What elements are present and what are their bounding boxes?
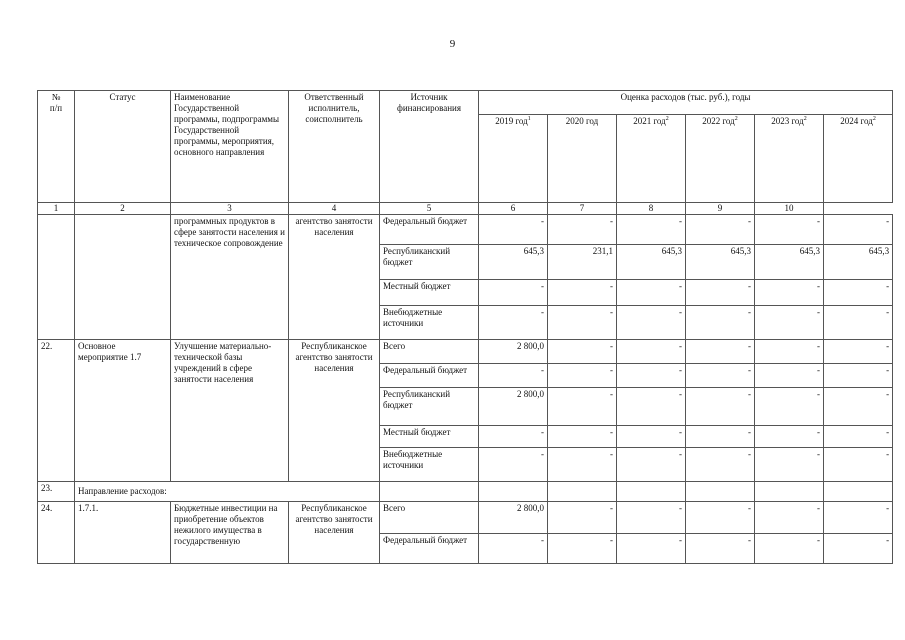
row-value: - — [548, 448, 617, 482]
row-number: 24. — [38, 502, 75, 564]
row-value: - — [617, 364, 686, 388]
row-value: - — [617, 306, 686, 340]
row-value: - — [617, 215, 686, 245]
row-value: - — [686, 340, 755, 364]
header-year-2020: 2020 год — [548, 115, 617, 203]
empty-cell — [755, 482, 824, 502]
column-number: 1 — [38, 203, 75, 215]
row-value: 645,3 — [824, 245, 893, 280]
table-row — [38, 502, 893, 534]
row-value: - — [755, 340, 824, 364]
row-number — [38, 215, 75, 340]
row-value: - — [548, 502, 617, 534]
row-value: - — [617, 426, 686, 448]
row-status — [75, 215, 171, 340]
row-value: 231,1 — [548, 245, 617, 280]
row-value: - — [824, 340, 893, 364]
row-status: 1.7.1. — [75, 502, 171, 564]
row-funding-source: Республиканский бюджет — [380, 245, 479, 280]
empty-cell — [686, 482, 755, 502]
column-number: 3 — [171, 203, 289, 215]
row-responsible: Республиканское агентство занятости населения — [289, 502, 380, 564]
page-number: 9 — [449, 38, 456, 50]
row-value: - — [824, 426, 893, 448]
row-value: - — [548, 215, 617, 245]
table-row — [38, 215, 893, 245]
header-program-name: Наименование Государственной программы, подпрограммы Государственной программы, мероприятия, основного направления — [171, 91, 289, 203]
row-funding-source: Всего — [380, 502, 479, 534]
header-year-2023: 2023 год$^2$ — [755, 115, 824, 203]
header-status: Статус — [75, 91, 171, 203]
row-value: - — [686, 502, 755, 534]
row-responsible: Республиканское агентство занятости населения — [289, 340, 380, 482]
row-value: - — [548, 388, 617, 426]
row-value: - — [617, 534, 686, 564]
row-value: - — [755, 388, 824, 426]
row-status: Основное мероприятие 1.7 — [75, 340, 171, 482]
row-value: 645,3 — [755, 245, 824, 280]
row-program-name: Улучшение материально-технической базы учреждений в сфере занятости населения — [171, 340, 289, 482]
row-value: - — [548, 426, 617, 448]
header-year-2021: 2021 год$^2$ — [617, 115, 686, 203]
row-value: - — [617, 388, 686, 426]
row-value: - — [824, 306, 893, 340]
row-value: - — [755, 448, 824, 482]
row-value: - — [617, 502, 686, 534]
empty-cell — [380, 482, 479, 502]
header-year-2019: 2019 год$^1$ — [479, 115, 548, 203]
row-value: 2 800,0 — [479, 502, 548, 534]
row-value: - — [548, 280, 617, 306]
row-funding-source: Внебюджетные источники — [380, 306, 479, 340]
row-value: 645,3 — [617, 245, 686, 280]
row-value: - — [686, 306, 755, 340]
row-program-name: Бюджетные инвестиции на приобретение объектов нежилого имущества в государственную — [171, 502, 289, 564]
row-value: - — [686, 280, 755, 306]
column-number: 9 — [686, 203, 755, 215]
budget-table — [37, 90, 893, 564]
column-number: 8 — [617, 203, 686, 215]
empty-cell — [548, 482, 617, 502]
row-value: - — [479, 426, 548, 448]
row-value: - — [686, 426, 755, 448]
empty-cell — [479, 482, 548, 502]
row-funding-source: Всего — [380, 340, 479, 364]
column-number: 2 — [75, 203, 171, 215]
row-value: - — [479, 448, 548, 482]
row-funding-source: Федеральный бюджет — [380, 364, 479, 388]
row-value: - — [755, 364, 824, 388]
row-value: - — [755, 502, 824, 534]
row-value: - — [479, 364, 548, 388]
row-value: - — [755, 534, 824, 564]
row-value: - — [686, 448, 755, 482]
row-value: - — [824, 534, 893, 564]
header-responsible: Ответственный исполнитель, соисполнитель — [289, 91, 380, 203]
row-funding-source: Местный бюджет — [380, 280, 479, 306]
row-value: 645,3 — [686, 245, 755, 280]
row-value: - — [824, 364, 893, 388]
row-number: 22. — [38, 340, 75, 482]
table-row — [38, 340, 893, 364]
row-value: 645,3 — [479, 245, 548, 280]
row-value: - — [824, 215, 893, 245]
row-funding-source: Федеральный бюджет — [380, 215, 479, 245]
row-value: - — [548, 340, 617, 364]
row-value: - — [686, 364, 755, 388]
column-numbers-row — [38, 203, 893, 215]
row-value: - — [824, 388, 893, 426]
row-funding-source: Федеральный бюджет — [380, 534, 479, 564]
row-value: - — [479, 534, 548, 564]
row-value: - — [755, 306, 824, 340]
table-row — [38, 482, 893, 502]
row-value: 2 800,0 — [479, 388, 548, 426]
header-number: № п/п — [38, 91, 75, 203]
row-value: - — [548, 534, 617, 564]
row-value: - — [686, 215, 755, 245]
header-year-2024: 2024 год$^2$ — [824, 115, 893, 203]
row-funding-source: Внебюджетные источники — [380, 448, 479, 482]
row-value: - — [686, 534, 755, 564]
column-number: 7 — [548, 203, 617, 215]
row-value: - — [755, 215, 824, 245]
expense-direction-label: Направление расходов: — [75, 482, 380, 502]
row-value: - — [548, 306, 617, 340]
row-value: - — [479, 306, 548, 340]
row-value: - — [617, 448, 686, 482]
row-value: - — [617, 280, 686, 306]
row-value: - — [755, 426, 824, 448]
row-value: - — [686, 388, 755, 426]
row-value: - — [479, 280, 548, 306]
header-year-2022: 2022 год$^2$ — [686, 115, 755, 203]
empty-cell — [617, 482, 686, 502]
header-funding-source: Источник финансирования — [380, 91, 479, 203]
row-value: - — [824, 280, 893, 306]
row-value: - — [479, 215, 548, 245]
row-funding-source: Местный бюджет — [380, 426, 479, 448]
column-number: 10 — [755, 203, 824, 215]
row-value: 2 800,0 — [479, 340, 548, 364]
row-funding-source: Республиканский бюджет — [380, 388, 479, 426]
column-number: 5 — [380, 203, 479, 215]
row-value: - — [755, 280, 824, 306]
row-value: - — [617, 340, 686, 364]
row-number: 23. — [38, 482, 75, 502]
row-program-name: программных продуктов в сфере занятости населения и техническое сопровождение — [171, 215, 289, 340]
empty-cell — [824, 482, 893, 502]
column-number: 6 — [479, 203, 548, 215]
row-value: - — [548, 364, 617, 388]
row-value: - — [824, 502, 893, 534]
column-number: 4 — [289, 203, 380, 215]
header-cost-estimate: Оценка расходов (тыс. руб.), годы — [479, 91, 893, 115]
row-responsible: агентство занятости населения — [289, 215, 380, 340]
row-value: - — [824, 448, 893, 482]
